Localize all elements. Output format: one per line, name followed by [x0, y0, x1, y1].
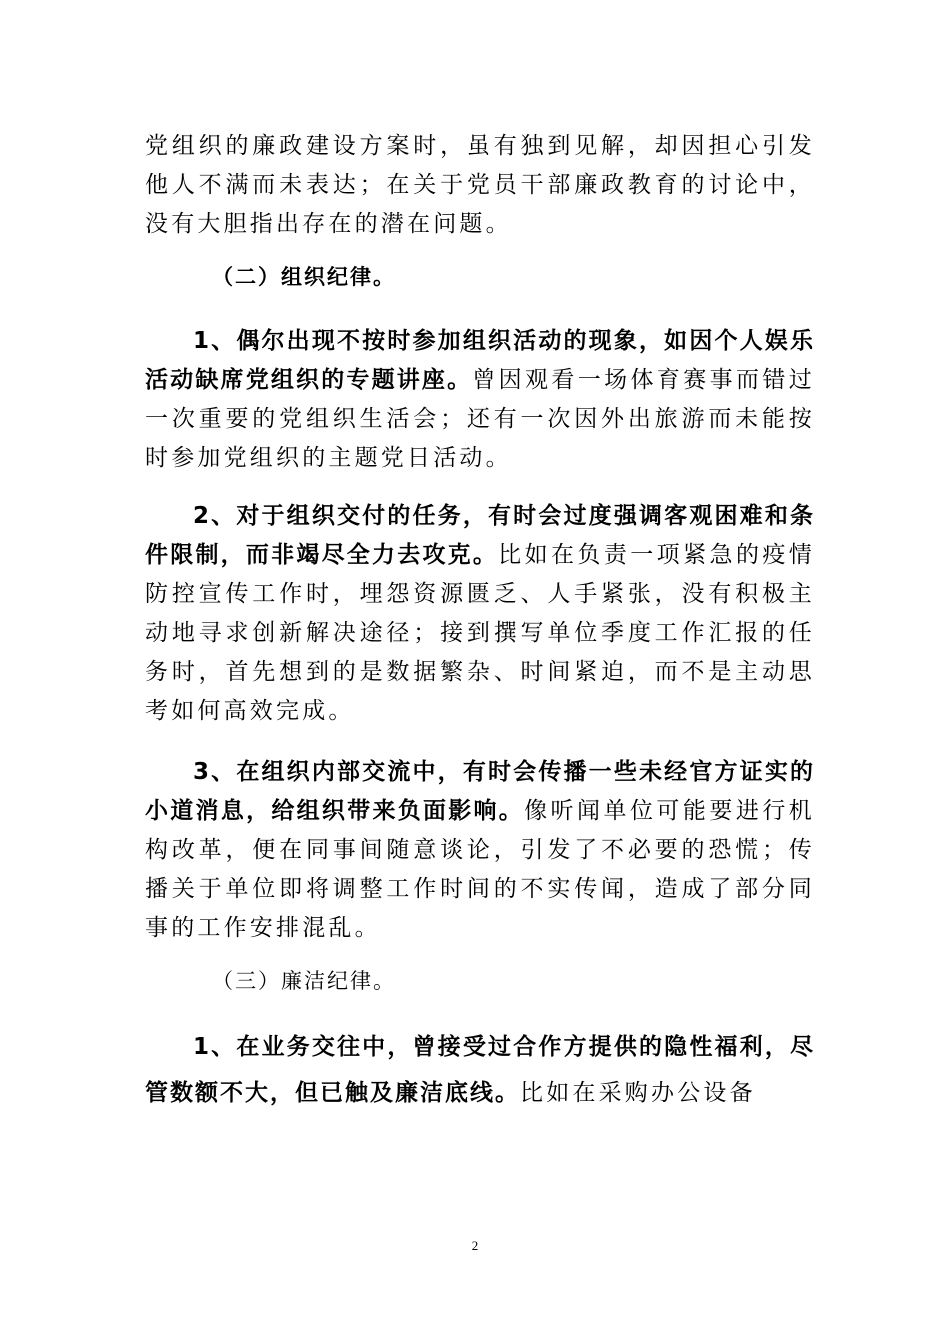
- paragraph-text: 党组织的廉政建设方案时，虽有独到见解，却因担心引发他人不满而未表达；在关于党员干部廉政教育的讨论中，没有大胆指出存在的潜在问题。: [145, 133, 815, 237]
- paragraph-org-1: [145, 322, 815, 478]
- bold-lead-text: 1、在业务交往中，曾接受过合作方提供的隐性福利，尽管数额不大，但已触及廉洁底线。: [145, 1034, 815, 1106]
- paragraph-org-2: [145, 497, 815, 731]
- body-text: 比如在负责一项紧急的疫情防控宣传工作时，埋怨资源匮乏、人手紧张，没有积极主动地寻求创新解决途径；接到撰写单位季度工作汇报的任务时，首先想到的是数据繁杂、时间紧迫，而不是主动思考如何高效完成。: [145, 542, 816, 724]
- page-number: 2: [471, 1238, 479, 1253]
- bold-lead-text: 2、对于组织交付的任务，有时会过度强调客观困难和条件限制，而非竭尽全力去攻克。: [145, 503, 815, 568]
- paragraph-integrity-1: [145, 1024, 815, 1116]
- section-heading-integrity-discipline: （三）廉洁纪律。: [212, 969, 396, 993]
- body-text: 像听闻单位可能要进行机构改革，便在同事间随意谈论，引发了不必要的恐慌；传播关于单位即将调整工作时间的不实传闻，造成了部分同事的工作安排混乱。: [145, 798, 815, 941]
- paragraph-org-3: [145, 753, 815, 948]
- body-text: 比如在采购办公设备: [520, 1080, 756, 1106]
- bold-lead-text: 3、在组织内部交流中，有时会传播一些未经官方证实的小道消息，给组织带来负面影响。: [145, 759, 815, 824]
- bold-lead-text: 1、偶尔出现不按时参加组织活动的现象，如因个人娱乐活动缺席党组织的专题讲座。: [145, 328, 815, 393]
- body-text: 曾因观看一场体育赛事而错过一次重要的党组织生活会；还有一次因外出旅游而未能按时参加党组织的主题党日活动。: [145, 367, 816, 471]
- section-heading-organizational-discipline: （二）组织纪律。: [212, 264, 396, 289]
- paragraph-continuation: [145, 127, 815, 244]
